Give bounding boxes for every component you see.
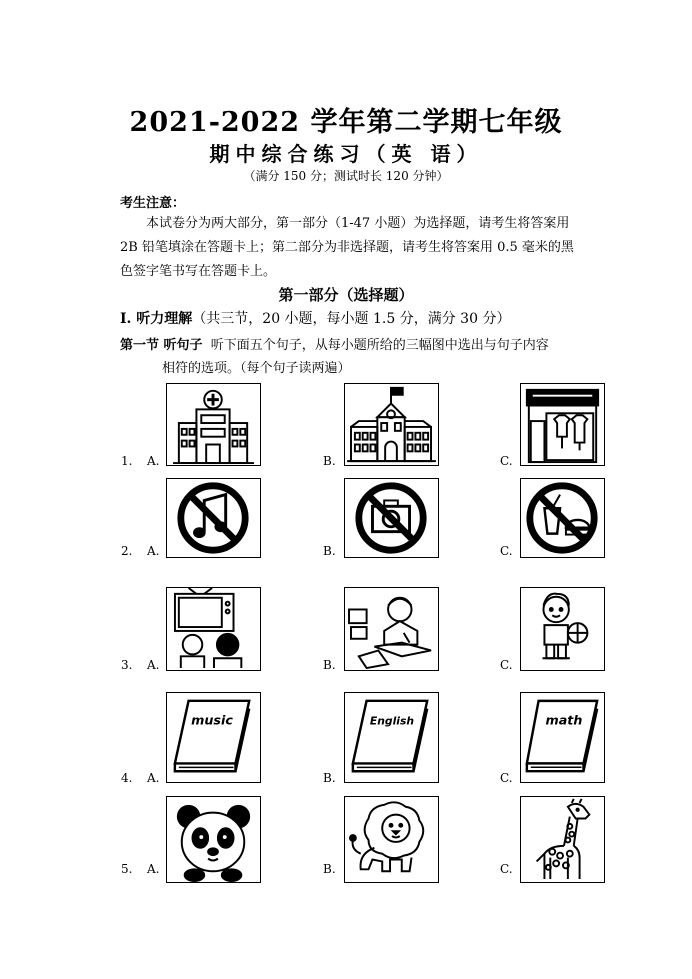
option-letter: A.: [147, 658, 160, 672]
panda-icon: [166, 796, 261, 883]
notice-body: 本试卷分为两大部分，第一部分（1-47 小题）为选择题，请考生将答案用 2B 铅笔填涂在答题卡上；第二部分为非选择题，请考生将答案用 0.5 毫米的黑色签字笔书写在答题卡上。: [120, 216, 574, 279]
option-letter: B.: [323, 862, 336, 876]
playing-basketball-icon: [520, 587, 605, 671]
book-label-music: music: [191, 712, 233, 728]
option-letter: A.: [147, 771, 160, 785]
book-icon-music: [166, 692, 261, 783]
option-letter: C.: [500, 658, 513, 672]
option-letter: A.: [147, 454, 160, 468]
part-title: 第一部分（选择题）: [278, 286, 414, 304]
option-letter: C.: [500, 862, 513, 876]
option-letter: C.: [500, 544, 513, 558]
hospital-icon: [166, 383, 261, 466]
option-letter: B.: [323, 544, 336, 558]
option-letter: A.: [147, 544, 160, 558]
book-label-math: math: [545, 712, 583, 728]
exam-subtitle: 期中综合练习（英 语）: [209, 142, 483, 166]
option-letter: C.: [500, 454, 513, 468]
book-label-english: English: [369, 714, 415, 728]
subsection-title: [120, 334, 580, 380]
book-icon-english: [344, 692, 439, 783]
question-number: 4.: [121, 771, 133, 785]
option-letter: B.: [323, 658, 336, 672]
question-number: 2.: [121, 544, 133, 558]
score-info: （满分 150 分；测试时长 120 分钟）: [243, 169, 449, 183]
no-food-drink-icon: [520, 478, 605, 558]
option-letter: B.: [323, 771, 336, 785]
exam-title: 2021-2022 学年第二学期七年级: [129, 107, 563, 138]
option-letter: B.: [323, 454, 336, 468]
doing-homework-icon: [344, 587, 439, 671]
subsection-instruction-line1: 听下面五个句子，从每小题所给的三幅图中选出与句子内容: [210, 338, 549, 353]
lion-icon: [344, 796, 439, 883]
subsection-instruction-line2: 相符的选项。（每个句子读两遍）: [162, 361, 351, 376]
option-letter: C.: [500, 771, 513, 785]
subsection-label: 第一节 听句子: [120, 338, 203, 353]
giraffe-icon: [520, 796, 605, 883]
question-number: 3.: [121, 658, 133, 672]
notice-label: 考生注意：: [120, 196, 186, 211]
book-icon-math: [520, 692, 605, 783]
no-photo-icon: [344, 478, 439, 558]
section-label: I. 听力理解: [120, 311, 193, 327]
section-info: （共三节，20 小题，每小题 1.5 分，满分 30 分）: [192, 311, 511, 327]
question-number: 5.: [121, 862, 133, 876]
clothes-shop-icon: [520, 383, 605, 466]
option-letter: A.: [147, 862, 160, 876]
watching-tv-icon: [166, 587, 261, 671]
school-icon: [344, 383, 439, 466]
no-music-icon: [166, 478, 261, 558]
question-number: 1.: [121, 454, 133, 468]
section-title: [120, 308, 510, 328]
